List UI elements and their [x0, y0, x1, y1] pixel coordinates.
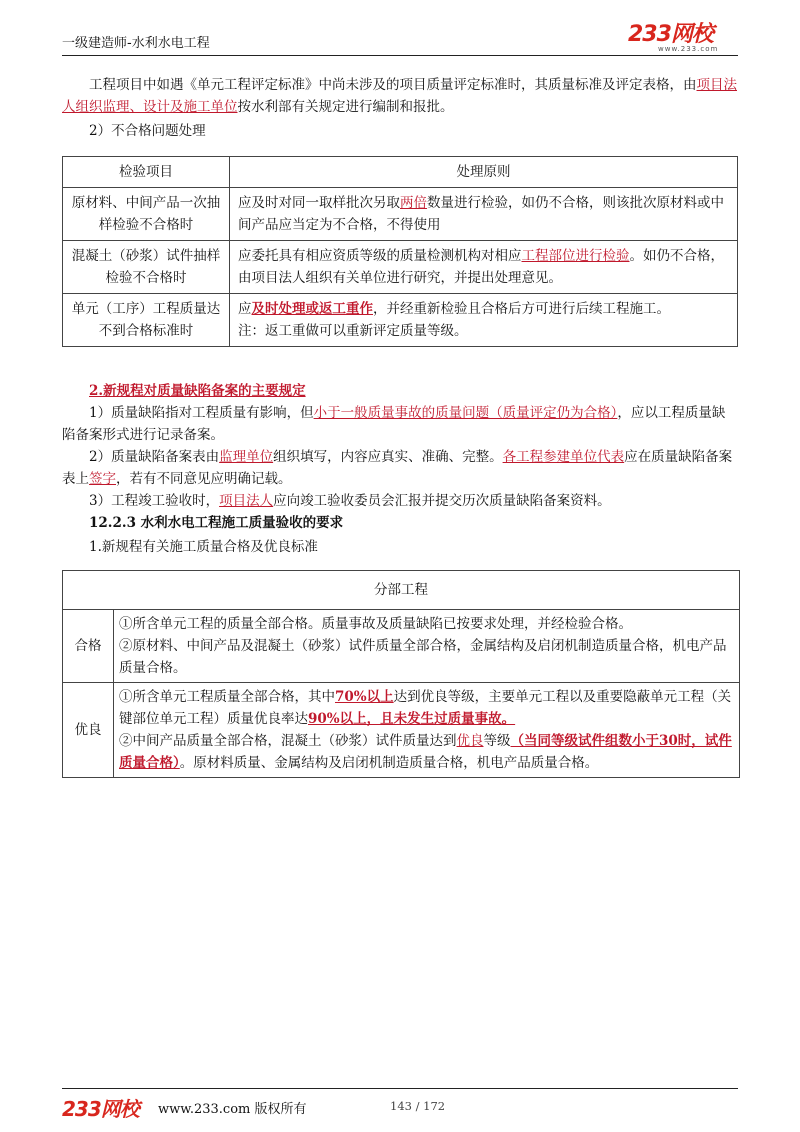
intro-subheading: 2）不合格问题处理: [89, 123, 206, 139]
header-title: 一级建造师-水利水电工程: [62, 36, 210, 51]
table-row: [63, 610, 740, 683]
table1-cell-principle: 应委托具有相应资质等级的质量检测机构对相应工程部位进行检验。如仍不合格，由项目法人组织有关单位进行研究，并提出处理意见。: [230, 241, 738, 294]
table1-cell-principle: 应及时处理或返工重作，并经重新检验且合格后方可进行后续工程施工。 注：返工重做可以重新评定质量等级。: [230, 294, 738, 347]
logo-text: 233网校: [628, 22, 713, 47]
intro-paragraph: 工程项目中如遇《单元工程评定标准》中尚未涉及的项目质量评定标准时，其质量标准及评定表格，由项目法人组织监理、设计及施工单位按水利部有关规定进行编制和报批。: [62, 77, 737, 115]
table2-header: 分部工程: [63, 571, 740, 610]
quality-standard-table: [62, 570, 740, 778]
defect-rule-3: 3）工程竣工验收时，项目法人应向竣工验收委员会汇报并提交历次质量缺陷备案资料。: [89, 493, 611, 509]
table-row: [63, 294, 738, 347]
logo-url: www.233.com: [658, 45, 719, 53]
brand-logo[interactable]: [628, 24, 738, 54]
defect-rule-2: 2）质量缺陷备案表由监理单位组织填写，内容应真实、准确、完整。各工程参建单位代表应在质量缺陷备案表上签字，若有不同意见应明确记载。: [62, 449, 733, 487]
section-heading: 2.新规程对质量缺陷备案的主要规定: [89, 383, 306, 399]
footer-logo[interactable]: 233网校: [62, 1097, 139, 1121]
highlight-text: 项目法人组织监理、设计及施工单位: [62, 77, 737, 115]
pass-label: 合格: [63, 610, 114, 683]
table-row: [63, 188, 738, 241]
sub-heading: 1.新规程有关施工质量合格及优良标准: [89, 539, 318, 555]
defect-rule-1: 1）质量缺陷指对工程质量有影响，但小于一般质量事故的质量问题（质量评定仍为合格），应以工程质量缺陷备案形式进行记录备案。: [62, 405, 726, 443]
table1-cell-principle: 应及时对同一取样批次另取两倍数量进行检验，如仍不合格，则该批次原材料或中间产品应当定为不合格，不得使用: [230, 188, 738, 241]
table-row: [63, 683, 740, 778]
pass-criteria: ①所含单元工程的质量全部合格。质量事故及质量缺陷已按要求处理，并经检验合格。 ②原材料、中间产品及混凝土（砂浆）试件质量全部合格，金属结构及启闭机制造质量合格，机电产品质量合格。: [114, 610, 740, 683]
excellent-criteria: ①所含单元工程质量全部合格，其中70%以上达到优良等级，主要单元工程以及重要隐蔽单元工程（关键部位单元工程）质量优良率达90%以上，且未发生过质量事故。 ②中间产品质量全部合格，混凝土（砂浆）试件质量达到优良等级（当同等级试件组数小于30时，试件质量合格）。原材料质量、金属结构及启闭机制造质量合格，机电产品质量合格。: [114, 683, 740, 778]
section-heading-12-2-3: 12.2.3 水利水电工程施工质量验收的要求: [89, 515, 344, 531]
footer-copyright: www.233.com 版权所有: [158, 1102, 307, 1117]
page-number: 143 / 172: [390, 1099, 446, 1113]
table1-cell-item: 原材料、中间产品一次抽样检验不合格时: [63, 188, 230, 241]
footer-rule: [62, 1088, 738, 1089]
nonconformity-table: [62, 156, 738, 347]
excellent-label: 优良: [63, 683, 114, 778]
table1-header-principle: 处理原则: [230, 157, 738, 188]
table1-cell-item: 单元（工序）工程质量达不到合格标准时: [63, 294, 230, 347]
table1-header-item: 检验项目: [63, 157, 230, 188]
table1-cell-item: 混凝土（砂浆）试件抽样检验不合格时: [63, 241, 230, 294]
table-row: [63, 241, 738, 294]
header-rule: [62, 55, 738, 56]
